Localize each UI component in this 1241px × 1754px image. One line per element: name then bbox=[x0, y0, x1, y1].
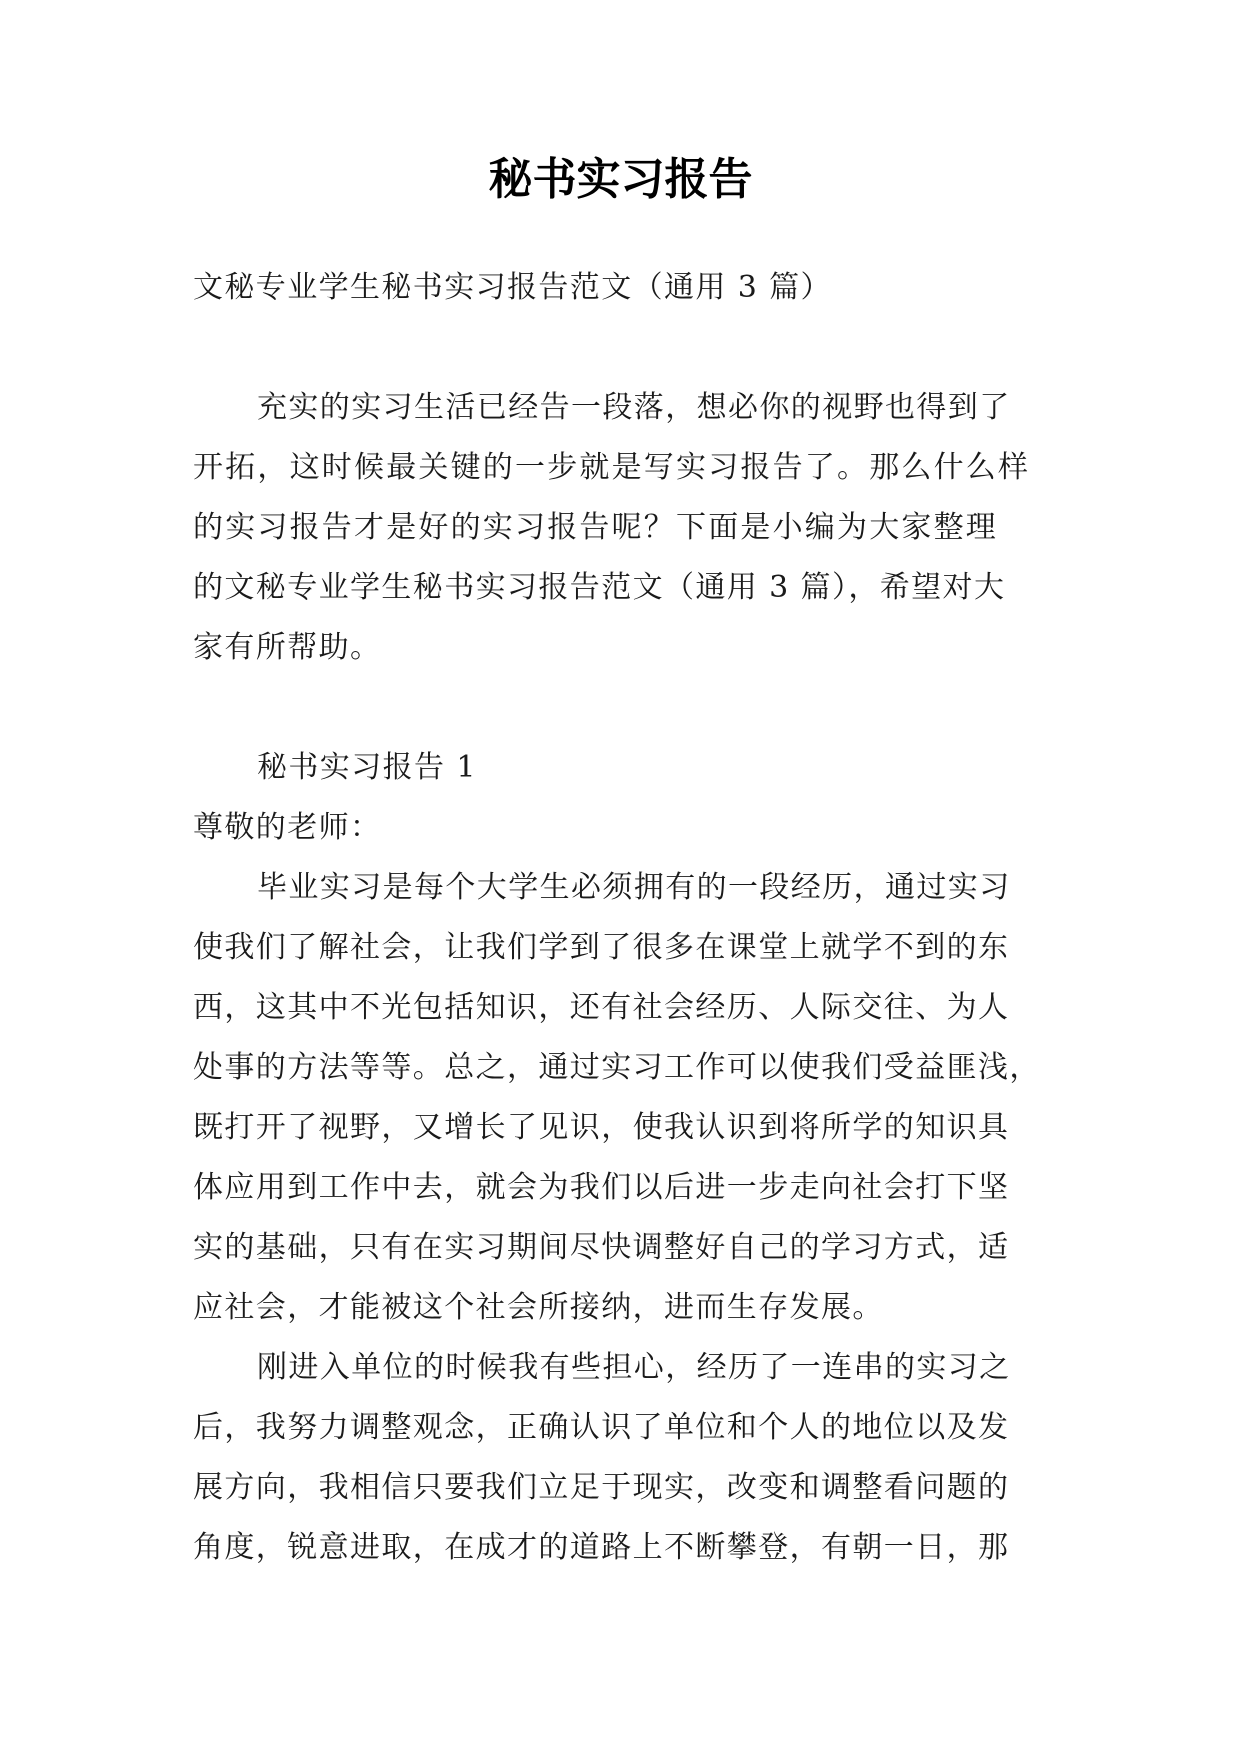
document-title: 秘书实习报告 bbox=[488, 154, 753, 205]
text-line: 家有所帮助。 bbox=[193, 630, 382, 665]
spacer bbox=[193, 678, 1055, 738]
spacer bbox=[193, 318, 1055, 378]
text-line: 的文秘专业学生秘书实习报告范文（通用 3 篇），希望对大 bbox=[193, 570, 1006, 605]
text-line: 体应用到工作中去，就会为我们以后进一步走向社会打下坚 bbox=[193, 1170, 1010, 1205]
text-line: 角度，锐意进取，在成才的道路上不断攀登，有朝一日，那 bbox=[193, 1530, 1010, 1565]
section-heading: 秘书实习报告 1 bbox=[257, 750, 477, 785]
text-line: 展方向，我相信只要我们立足于现实，改变和调整看问题的 bbox=[193, 1470, 1010, 1505]
text-line: 后，我努力调整观念，正确认识了单位和个人的地位以及发 bbox=[193, 1410, 1010, 1445]
text-line: 充实的实习生活已经告一段落，想必你的视野也得到了 bbox=[257, 390, 1011, 425]
document-body bbox=[193, 258, 1055, 1578]
text-line: 毕业实习是每个大学生必须拥有的一段经历，通过实习 bbox=[257, 870, 1011, 905]
text-line: 既打开了视野，又增长了见识，使我认识到将所学的知识具 bbox=[193, 1110, 1010, 1145]
text-line: 的实习报告才是好的实习报告呢？下面是小编为大家整理 bbox=[193, 510, 998, 545]
text-line: 实的基础，只有在实习期间尽快调整好自己的学习方式，适 bbox=[193, 1230, 1010, 1265]
text-line: 使我们了解社会，让我们学到了很多在课堂上就学不到的东 bbox=[193, 930, 1010, 965]
text-line: 应社会，才能被这个社会所接纳，进而生存发展。 bbox=[193, 1290, 884, 1325]
body-paragraph-2 bbox=[193, 1338, 1055, 1578]
text-line: 刚进入单位的时候我有些担心，经历了一连串的实习之 bbox=[257, 1350, 1011, 1385]
text-line: 开拓，这时候最关键的一步就是写实习报告了。那么什么样 bbox=[193, 450, 1031, 485]
document-subtitle: 文秘专业学生秘书实习报告范文（通用 3 篇） bbox=[193, 270, 832, 305]
text-line: 西，这其中不光包括知识，还有社会经历、人际交往、为人 bbox=[193, 990, 1010, 1025]
salutation: 尊敬的老师： bbox=[193, 810, 382, 845]
intro-paragraph bbox=[193, 378, 1055, 678]
body-paragraph-1 bbox=[193, 858, 1055, 1338]
text-line: 处事的方法等等。总之，通过实习工作可以使我们受益匪浅， bbox=[193, 1050, 1041, 1085]
